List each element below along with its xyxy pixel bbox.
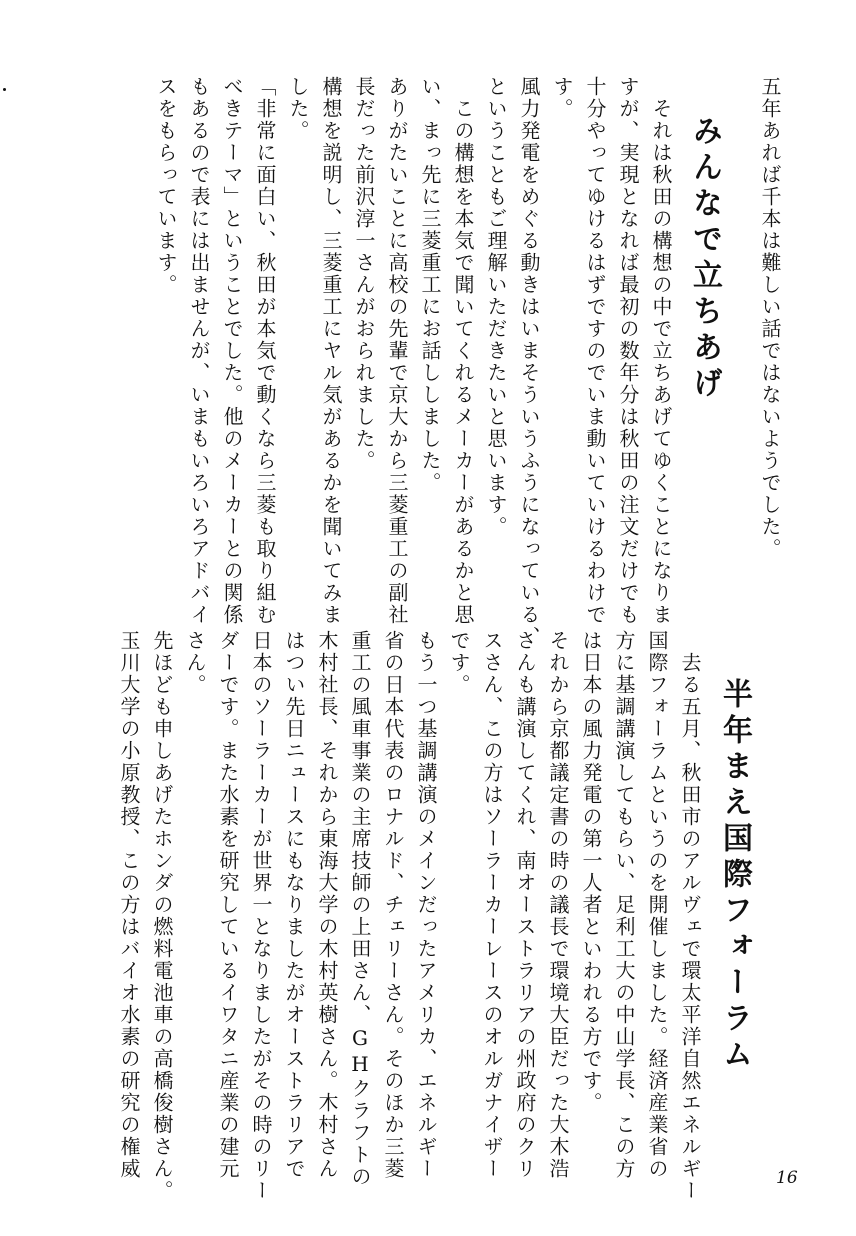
body-line: すが、実現となれば最初の数年分は秋田の注文だけでも [616,76,640,626]
body-line: 構想を説明し、三菱重工にヤル気があるかを聞いてみま [319,76,343,626]
body-line: した。 [286,76,310,142]
body-line: は日本の風力発電の第一人者といわれる方です。 [579,630,603,1114]
section-2-text [112,630,706,1202]
body-line: もう一つ基調講演のメインだったアメリカ、エネルギー [414,630,438,1180]
body-line: 日本のソーラーカーが世界一となりましたがその時のリー [249,630,273,1202]
body-line: この構想を本気で聞いてくれるメーカーがあるかと思 [451,76,475,626]
body-line: 国際フォーラムというのを開催しました。経済産業省の [645,630,669,1180]
body-line: 「非常に面白い、秋田が本気で動くなら三菱も取り組む [253,76,277,626]
body-line: 五年あれば千本は難しい話ではないようでした。 [758,76,782,560]
body-line: それから京都議定書の時の議長で環境大臣だった大木浩 [546,630,570,1180]
body-line: 木村社長、それから東海大学の木村英樹さん。木村さん [315,630,339,1180]
body-line: い、まっ先に三菱重工にお話ししました。 [418,76,442,494]
body-line: す。 [550,76,574,120]
section-heading: みんなで立ちあげ [687,115,722,403]
body-line: です。 [447,630,471,696]
body-line: 去る五月、秋田市のアルヴェで環太平洋自然エネルギー [678,630,702,1202]
body-line: 玉川大学の小原教授、この方はバイオ水素の研究の権威 [117,630,141,1180]
body-line: 省の日本代表のロナルド、チェリーさん。そのほか三菱 [381,630,405,1180]
body-line: 風力発電をめぐる動きはいまそういうふうになっている、 [517,76,541,648]
body-line: それは秋田の構想の中で立ちあげてゆくことになりま [649,76,673,626]
body-line: スさん、この方はソーラーカーレースのオルガナイザー [480,630,504,1180]
body-line: ありがたいことに高校の先輩で京大から三菱重工の副社 [385,76,409,626]
section-heading: 半年まえ国際フォーラム [717,678,752,1074]
body-line: さん。 [183,630,207,696]
body-line: もあるので表には出ませんが、いまもいろいろアドバイ [187,76,211,626]
body-line: べきテーマ」ということでした。他のメーカーとの関係 [220,76,244,626]
body-line: 先ほども申しあげたホンダの燃料電池車の高橋俊樹さん。 [150,630,174,1202]
body-line: ダーです。また水素を研究しているイワタニ産業の建元 [216,630,240,1180]
body-line: 重工の風車事業の主席技師の上田さん、GHクラフトの [348,630,372,1188]
stray-ink-mark [3,88,6,91]
body-line: 長だった前沢淳一さんがおられました。 [352,76,376,472]
page-number: 16 [776,1168,798,1188]
body-line: ということもご理解いただきたいと思います。 [484,76,508,538]
body-line: さんも講演してくれ、南オーストラリアの州政府のクリ [513,630,537,1180]
body-line: 方に基調講演してもらい、足利工大の中山学長、この方 [612,630,636,1180]
body-line: はつい先日ニュースにもなりましたがオーストラリアで [282,630,306,1180]
body-line: 十分やってゆけるはずですのでいま動いていけるわけで [583,76,607,626]
body-line: スをもらっています。 [154,76,178,296]
